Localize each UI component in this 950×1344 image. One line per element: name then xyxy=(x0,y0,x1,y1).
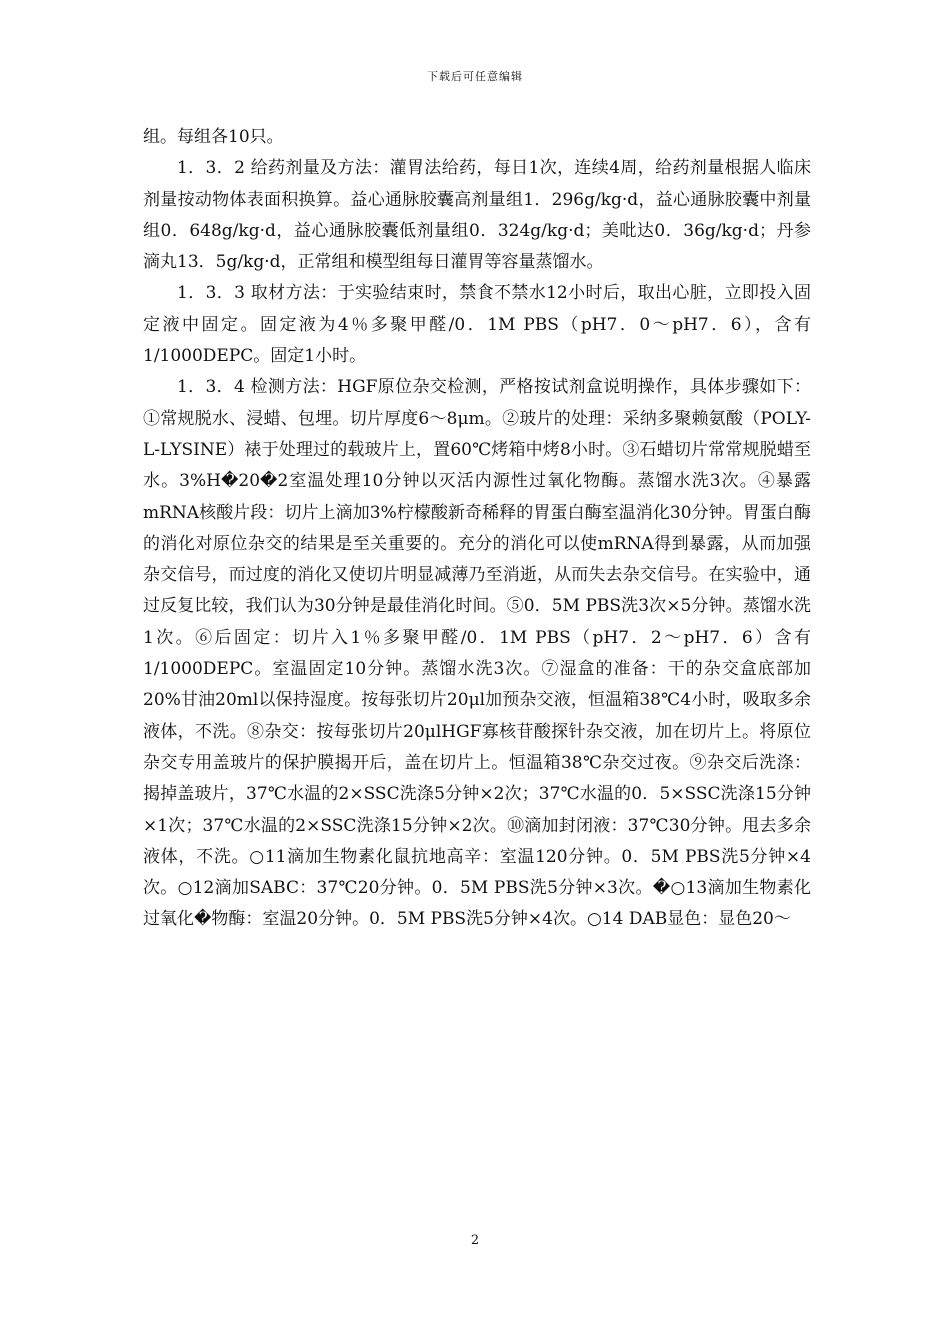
paragraph-continuation: 组。每组各10只。 xyxy=(143,127,284,147)
page-header: 下载后可任意编辑 xyxy=(427,70,523,83)
paragraph-sampling: 1．3．3 取材方法：于实验结束时，禁食不禁水12小时后，取出心脏，立即投入固定液中固定。固定液为4％多聚甲醛/0．1M PBS（pH7．0～pH7．6），含有1/1000DEPC。固定1小时。 xyxy=(143,283,811,367)
page-number: 2 xyxy=(470,1233,480,1248)
paragraph-dosage: 1．3．2 给药剂量及方法：灌胃法给药，每日1次，连续4周，给药剂量根据人临床剂量按动物体表面积换算。益心通脉胶囊高剂量组1．296g/kg·d，益心通脉胶囊中剂量组0．648g/kg·d，益心通脉胶囊低剂量组0．324g/kg·d；美吡达0．36g/kg·d；丹参滴丸13．5g/kg·d，正常组和模型组每日灌胃等容量蒸馏水。 xyxy=(143,158,811,273)
document-body xyxy=(143,122,811,936)
paragraph-detection: 1．3．4 检测方法：HGF原位杂交检测，严格按试剂盒说明操作，具体步骤如下：①常规脱水、浸蜡、包埋。切片厚度6～8μm。②玻片的处理：采纳多聚赖氨酸（POLY-L-LYSINE）裱于处理过的载玻片上，置60℃烤箱中烤8小时。③石蜡切片常常规脱蜡至水。3%H�20�2室温处理10分钟以灭活内源性过氧化物酶。蒸馏水洗3次。④暴露mRNA核酸片段：切片上滴加3%柠檬酸新奇稀释的胃蛋白酶室温消化30分钟。胃蛋白酶的消化对原位杂交的结果是至关重要的。充分的消化可以使mRNA得到暴露，从而加强杂交信号，而过度的消化又使切片明显减薄乃至消逝，从而失去杂交信号。在实验中，通过反复比较，我们认为30分钟是最佳消化时间。⑤0．5M PBS洗3次×5分钟。蒸馏水洗1次。⑥后固定：切片入1％多聚甲醛/0．1M PBS（pH7．2～pH7．6）含有1/1000DEPC。室温固定10分钟。蒸馏水洗3次。⑦湿盒的准备：干的杂交盒底部加20%甘油20ml以保持湿度。按每张切片20μl加预杂交液，恒温箱38℃4小时，吸取多余液体，不洗。⑧杂交：按每张切片20μlHGF寡核苷酸探针杂交液，加在切片上。将原位杂交专用盖玻片的保护膜揭开后，盖在切片上。恒温箱38℃杂交过夜。⑨杂交后洗涤：揭掉盖玻片，37℃水温的2×SSC洗涤5分钟×2次；37℃水温的0．5×SSC洗涤15分钟×1次；37℃水温的2×SSC洗涤15分钟×2次。⑩滴加封闭液：37℃30分钟。甩去多余液体，不洗。○11滴加生物素化鼠抗地高辛：室温120分钟。0．5M PBS洗5分钟×4次。○12滴加SABC：37℃20分钟。0．5M PBS洗5分钟×3次。�○13滴加生物素化过氧化�物酶：室温20分钟。0．5M PBS洗5分钟×4次。○14 DAB显色：显色20～ xyxy=(143,377,811,930)
